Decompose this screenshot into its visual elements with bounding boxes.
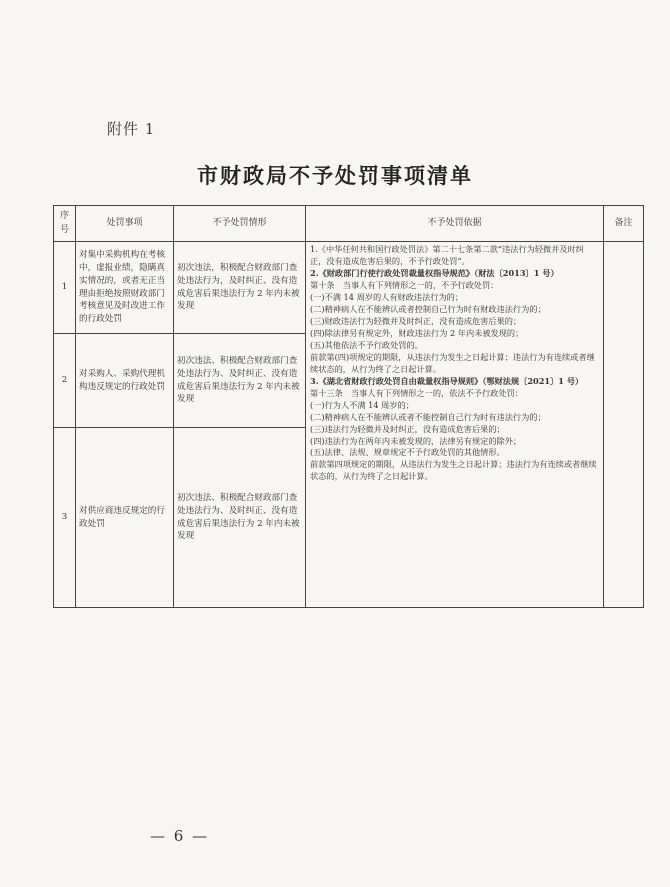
- row-item: 对集中采购机构在考核中，虚报业绩，隐瞒真实情况的，或者无正当理由拒绝按照财政部门考核意见及时改进工作的行政处罚: [76, 242, 174, 334]
- row-circumstance: 初次违法，积极配合财政部门查处违法行为，及时纠正、没有造成危害后果违法行为 2 年内未被发现: [174, 242, 306, 334]
- row-item: 对供应商违反规定的行政处罚: [76, 428, 174, 608]
- header-seq: 序号: [54, 206, 76, 242]
- basis-line: 前款第四项规定的期限，从违法行为发生之日起计算；违法行为有连续或者继续状态的，从行为终了之日起计算。: [310, 459, 597, 482]
- basis-line: (二)精神病人在不能辨认或者不能控制自己行为时有违法行为的；: [310, 411, 546, 422]
- header-remark: 备注: [604, 206, 644, 242]
- header-basis: 不予处罚依据: [306, 206, 604, 242]
- header-circumstance: 不予处罚情形: [174, 206, 306, 242]
- row-item: 对采购人、采购代理机构违反规定的行政处罚: [76, 334, 174, 428]
- penalty-exemption-table: [53, 205, 644, 608]
- page-number: — 6 —: [150, 827, 210, 845]
- row-seq: 3: [54, 428, 76, 608]
- basis-line: (四)除法律另有规定外，财政违法行为 2 年内未被发现的；: [310, 327, 524, 338]
- row-seq: 1: [54, 242, 76, 334]
- basis-line: 3.《湖北省财政行政处罚自由裁量权指导规则》（鄂财法规〔2021〕1 号）: [310, 375, 584, 386]
- remark-cell: [604, 242, 644, 608]
- row-circumstance: 初次违法、积极配合财政部门查处违法行为、及时纠正、没有造成危害后果违法行为 2 年内未被发现: [174, 428, 306, 608]
- basis-cell: [306, 242, 604, 608]
- basis-line: 2.《财政部门行使行政处罚裁量权指导规范》（财法〔2013〕1 号）: [310, 267, 559, 278]
- basis-line: 第十三条 当事人有下列情形之一的，依法不予行政处罚：: [310, 387, 523, 398]
- basis-line: (二)精神病人在不能辨认或者控制自己行为时有财政违法行为的；: [310, 303, 546, 314]
- basis-line: (一)行为人不满 14 周岁的；: [310, 399, 414, 410]
- basis-line: (四)违法行为在两年内未被发现的，法律另有规定的除外；: [310, 435, 522, 446]
- row-circumstance: 初次违法、积极配合财政部门查处违法行为、及时纠正、没有造成危害后果违法行为 2 年内未被发现: [174, 334, 306, 428]
- basis-line: (五)法律、法规、规章规定不予行政处罚的其他情形。: [310, 447, 505, 458]
- page-title: 市财政局不予处罚事项清单: [197, 164, 473, 188]
- basis-line: (三)违法行为轻微并及时纠正，没有造成危害后果的；: [310, 423, 505, 434]
- basis-line: 前款第(四)项规定的期限，从违法行为发生之日起计算；违法行为有连续或者继续状态的，从行为终了之日起计算。: [310, 351, 595, 374]
- row-seq: 2: [54, 334, 76, 428]
- basis-line: (五)其他依法不予行政处罚的。: [310, 339, 423, 350]
- basis-line: (三)财政违法行为轻微并及时纠正，没有造成危害后果的；: [310, 315, 522, 326]
- basis-line: 1.《中华任何共和国行政处罚法》第二十七条第二款“违法行为轻微并及时纠正，没有造成危害后果的，不予行政处罚”。: [310, 244, 584, 266]
- table-row: [54, 242, 644, 334]
- attachment-label: 附件 1: [107, 120, 156, 138]
- basis-line: 第十条 当事人有下列情形之一的，不予行政处罚：: [310, 279, 499, 290]
- header-item: 处罚事项: [76, 206, 174, 242]
- table-header-row: [54, 206, 644, 242]
- basis-line: (一)不满 14 周岁的人有财政违法行为的；: [310, 291, 464, 302]
